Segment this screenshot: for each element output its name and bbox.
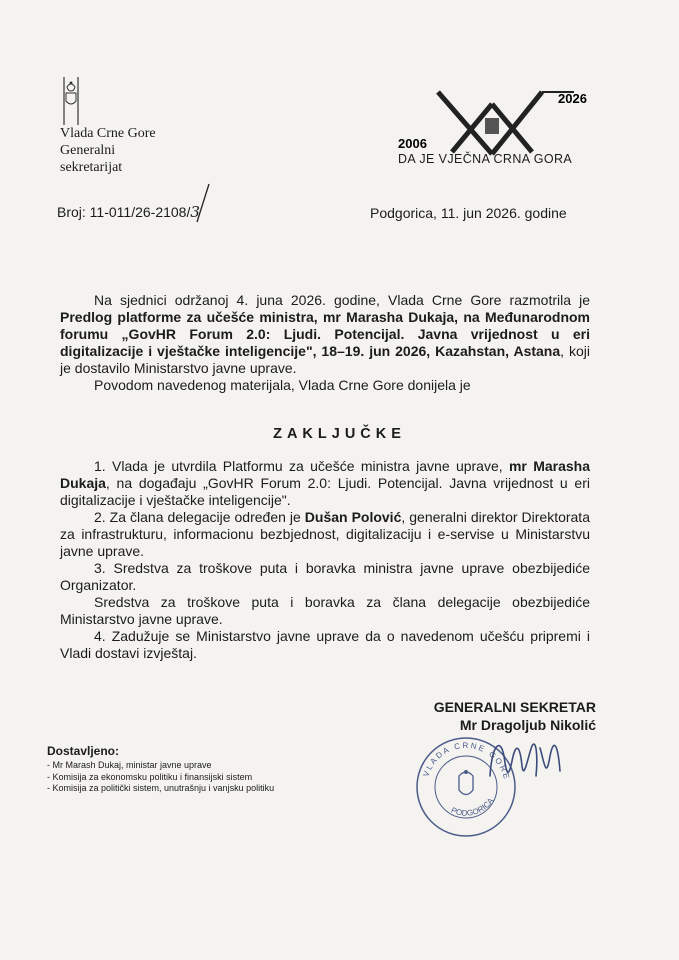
place-date: Podgorica, 11. jun 2026. godine xyxy=(370,205,567,221)
logo-year-left: 2006 xyxy=(398,136,427,151)
organization-name: Vlada Crne Gore Generalni sekretarijat xyxy=(60,126,156,175)
handwritten-number: 3 xyxy=(190,203,200,221)
conclusion-4: 4. Zadužuje se Ministarstvo javne uprave da o navedenom učešću pripremi i Vladi dostavi izvještaj. xyxy=(60,628,590,661)
list-item: - Komisija za politički sistem, unutrašnju i vanjsku politiku xyxy=(47,783,275,793)
list-item: - Mr Marash Dukaj, ministar javne uprave xyxy=(47,760,212,770)
handwritten-signature xyxy=(470,726,580,796)
handwritten-slash xyxy=(189,182,219,224)
conclusion-3: 3. Sredstva za troškove puta i boravka ministra javne uprave obezbijediće Organizator. xyxy=(60,560,590,593)
distribution-heading: Dostavljeno: xyxy=(47,744,120,758)
svg-text:PODGORICA: PODGORICA xyxy=(449,796,496,818)
conclusion-2: 2. Za člana delegacije određen je Dušan Polović, generalni direktor Direktorata za infrastrukturu, informacionu bezbjednost, digitalizaciju i e-servise u Ministarstvu javne uprave. xyxy=(60,509,590,559)
conclusion-1: 1. Vlada je utvrdila Platformu za učešće ministra javne uprave, mr Marasha Dukaja, na događaju „GovHR Forum 2.0: Ljudi. Potencijal. Javna vrijednost u eri digitalizacije i vještačke inteligencije". xyxy=(60,458,590,508)
logo-year-right: 2026 xyxy=(558,91,587,106)
reference-number: Broj: 11-011/26-2108/3 xyxy=(57,203,200,221)
conclusion-3b: Sredstva za troškove puta i boravka za člana delegacije obezbijediće Ministarstvo javne uprave. xyxy=(60,594,590,627)
signatory-name: Mr Dragoljub Nikolić xyxy=(459,717,596,733)
section-title: ZAKLJUČKE xyxy=(273,426,406,442)
intro-paragraph: Na sjednici održanoj 4. juna 2026. godine, Vlada Crne Gore razmotrila je Predlog platforme za učešće ministra, mr Marasha Dukaja, na Međunarodnom forumu „GovHR Forum 2.0: Ljudi. Potencijal. Javna vrijednost u eri digitalizacije i vještačke inteligencije", 18–19. jun 2026, Kazahstan, Astana, koji je dostavilo Ministarstvo javne uprave. xyxy=(60,292,590,376)
svg-text:VLADA CRNE GORE: VLADA CRNE GORE xyxy=(421,740,512,782)
distribution-list xyxy=(47,760,274,795)
conclusions-section xyxy=(60,458,590,662)
intro-section xyxy=(60,292,590,394)
intro-paragraph-2: Povodom navedenog materijala, Vlada Crne Gore donijela je xyxy=(94,377,471,393)
signatory-role: GENERALNI SEKRETAR xyxy=(433,699,596,715)
coat-of-arms-icon xyxy=(60,75,82,127)
list-item: - Komisija za ekonomsku politiku i finansijski sistem xyxy=(47,771,253,782)
logo-tagline: DA JE VJEČNA CRNA GORA xyxy=(398,152,573,166)
